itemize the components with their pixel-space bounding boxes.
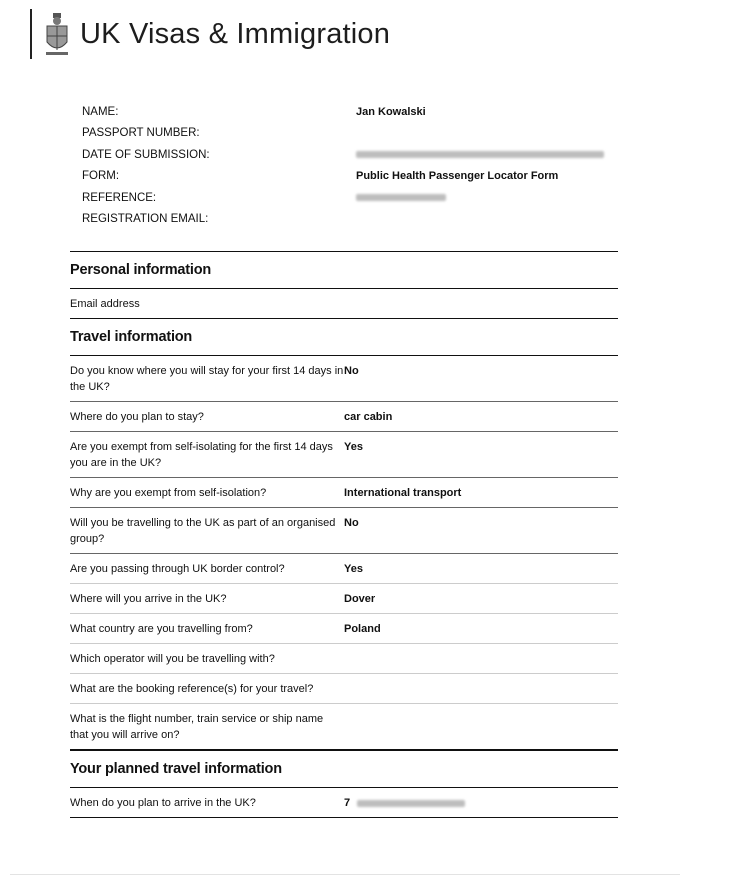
form-value: Public Health Passenger Locator Form — [356, 170, 559, 183]
passport-label: PASSPORT NUMBER: — [82, 127, 200, 140]
personal-information-heading: Personal information — [70, 251, 618, 288]
travel-answer: International transport — [344, 487, 462, 499]
travel-question: Are you passing through UK border control? — [70, 563, 285, 575]
royal-crest-icon — [44, 12, 70, 56]
travel-question: Will you be travelling to the UK as part of an organised group? — [70, 517, 336, 545]
arrival-date-question: When do you plan to arrive in the UK? — [70, 797, 256, 809]
arrival-date-prefix: 7 — [344, 797, 351, 809]
travel-row — [70, 401, 618, 431]
travel-question: Why are you exempt from self-isolation? — [70, 487, 267, 499]
date-row — [82, 144, 642, 166]
travel-answer: Dover — [344, 593, 376, 605]
travel-answer: No — [344, 365, 359, 377]
arrival-date-row — [70, 787, 618, 817]
arrival-date-answer — [344, 788, 618, 811]
travel-rows — [70, 355, 618, 750]
travel-row — [70, 613, 618, 643]
date-value-redacted — [356, 149, 604, 161]
travel-answer: car cabin — [344, 411, 393, 423]
arrival-date-redacted — [357, 800, 465, 807]
form-label: FORM: — [82, 170, 120, 183]
reference-label: REFERENCE: — [82, 191, 157, 204]
travel-question: What are the booking reference(s) for your travel? — [70, 683, 314, 695]
page-header — [30, 8, 390, 60]
email-address-label: Email address — [70, 298, 140, 310]
footer-divider — [10, 874, 680, 875]
travel-answer: Poland — [344, 623, 381, 635]
name-value: Jan Kowalski — [356, 105, 426, 118]
form-sections — [70, 251, 618, 818]
travel-answer — [344, 644, 618, 651]
travel-question: What is the flight number, train service or ship name that you will arrive on? — [70, 713, 324, 741]
header-divider — [30, 9, 32, 59]
travel-row — [70, 703, 618, 749]
email-address-row — [70, 288, 618, 318]
travel-question: What country are you travelling from? — [70, 623, 253, 635]
travel-row — [70, 583, 618, 613]
submission-details — [82, 101, 642, 230]
travel-information-heading: Travel information — [70, 318, 618, 355]
passport-row — [82, 123, 642, 145]
agency-title: UK Visas & Immigration — [80, 17, 391, 50]
name-label: NAME: — [82, 105, 119, 118]
travel-row — [70, 355, 618, 401]
form-row — [82, 166, 642, 188]
reference-value-redacted — [356, 192, 446, 204]
reference-row — [82, 187, 642, 209]
travel-question: Which operator will you be travelling with? — [70, 653, 275, 665]
travel-row — [70, 477, 618, 507]
travel-answer: Yes — [344, 441, 363, 453]
travel-answer — [344, 674, 618, 681]
section-end-line — [70, 817, 618, 818]
travel-answer: Yes — [344, 563, 363, 575]
travel-row — [70, 431, 618, 477]
travel-row — [70, 673, 618, 703]
email-row — [82, 209, 642, 231]
planned-travel-heading: Your planned travel information — [70, 750, 618, 787]
travel-question: Are you exempt from self-isolating for the first 14 days you are in the UK? — [70, 441, 333, 469]
date-label: DATE OF SUBMISSION: — [82, 148, 210, 161]
travel-row — [70, 553, 618, 583]
travel-answer: No — [344, 517, 359, 529]
travel-question: Do you know where you will stay for your first 14 days in the UK? — [70, 365, 344, 393]
travel-answer — [344, 704, 618, 711]
travel-question: Where do you plan to stay? — [70, 411, 204, 423]
travel-row — [70, 507, 618, 553]
travel-row — [70, 643, 618, 673]
travel-question: Where will you arrive in the UK? — [70, 593, 227, 605]
name-row — [82, 101, 642, 123]
registration-email-label: REGISTRATION EMAIL: — [82, 213, 209, 226]
email-address-value — [344, 289, 618, 296]
